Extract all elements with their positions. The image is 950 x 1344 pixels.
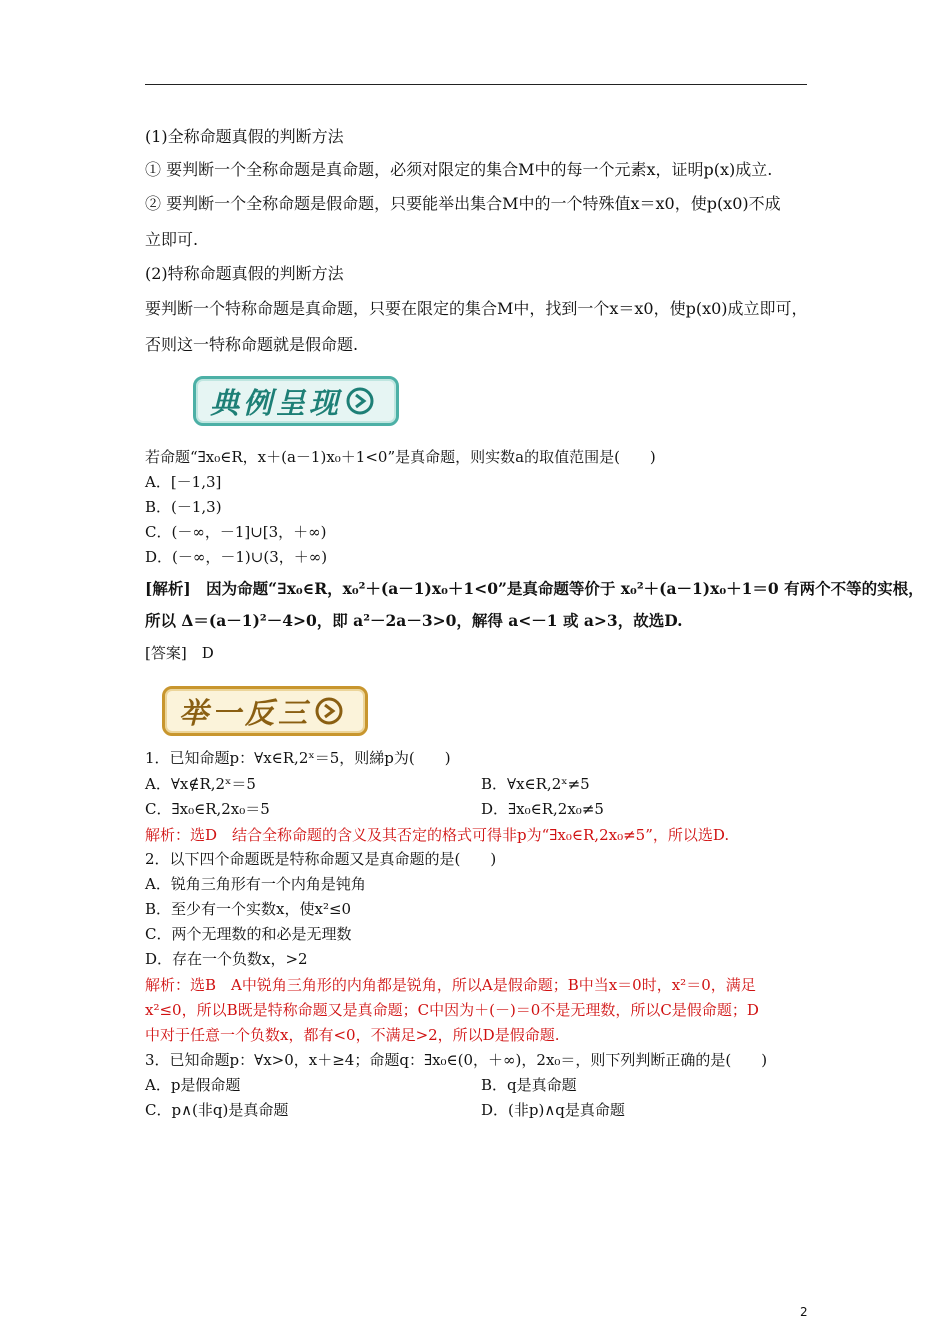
example-option-c: C．(－∞，－1]∪[3，＋∞): [145, 523, 327, 541]
q2-solution-2: x²≤0，所以B既是特称命题又是真命题；C中因为＋(－)＝0不是无理数，所以C是假命题；D: [145, 1001, 759, 1019]
example-analysis-2: 所以 Δ＝(a－1)²－4>0，即 a²－2a－3>0，解得 a<－1 或 a>3，故选D.: [145, 611, 683, 630]
q2-option-c: C．两个无理数的和必是无理数: [145, 925, 352, 943]
method-paragraph-1: ① 要判断一个全称命题是真命题，必须对限定的集合M中的每一个元素x，证明p(x)成立.: [145, 160, 773, 179]
practice-banner-title: 举一反三: [179, 695, 312, 730]
q2-option-d: D．存在一个负数x，>2: [145, 950, 308, 968]
example-option-d: D．(－∞，－1)∪(3，＋∞): [145, 548, 328, 566]
example-banner-title: 典例呈现: [210, 385, 343, 420]
q1-option-a: A．∀x∉R,2ˣ＝5: [145, 775, 256, 793]
example-answer: [答案] D: [145, 644, 214, 662]
example-analysis-1: [解析] 因为命题“∃x₀∈R，x₀²＋(a－1)x₀＋1<0”是真命题等价于 x₀²＋(a－1)x₀＋1＝0 有两个不等的实根，: [145, 579, 924, 598]
example-banner: [193, 376, 399, 426]
q2-option-a: A．锐角三角形有一个内角是钝角: [145, 875, 366, 893]
method-heading-2: (2)特称命题真假的判断方法: [145, 264, 344, 283]
method-paragraph-3b: 否则这一特称命题就是假命题.: [145, 335, 359, 354]
example-option-b: B．(－1,3): [145, 498, 222, 516]
arrow-circle-icon: [346, 387, 374, 415]
q2-solution-3: 中对于任意一个负数x，都有<0，不满足>2，所以D是假命题.: [145, 1026, 560, 1044]
q3-option-b: B．q是真命题: [481, 1076, 577, 1094]
example-option-a: A．[－1,3]: [145, 473, 222, 491]
q1-option-d: D．∃x₀∈R,2x₀≠5: [481, 800, 604, 818]
q2-option-b: B．至少有一个实数x，使x²≤0: [145, 900, 352, 918]
q2-solution-1: 解析：选B A中锐角三角形的内角都是锐角，所以A是假命题；B中当x＝0时，x²＝0，满足: [145, 976, 756, 994]
q1-solution: 解析：选D 结合全称命题的含义及其否定的格式可得非p为“∃x₀∈R,2x₀≠5”，所以选D.: [145, 826, 730, 844]
example-stem: 若命题“∃x₀∈R，x＋(a－1)x₀＋1<0”是真命题，则实数a的取值范围是( ): [145, 448, 656, 466]
q3-stem: 3．已知命题p：∀x>0，x＋≥4；命题q：∃x₀∈(0，＋∞)，2x₀＝，则下列判断正确的是( ): [145, 1051, 768, 1069]
q3-option-a: A．p是假命题: [145, 1076, 241, 1094]
header-rule: [145, 84, 807, 85]
method-heading-1: (1)全称命题真假的判断方法: [145, 127, 344, 146]
q1-option-b: B．∀x∈R,2ˣ≠5: [481, 775, 590, 793]
q1-stem: 1．已知命题p：∀x∈R,2ˣ＝5，则綈p为( ): [145, 749, 451, 767]
practice-banner: [162, 686, 368, 736]
page-number: 2: [800, 1305, 808, 1319]
method-paragraph-2b: 立即可.: [145, 230, 199, 249]
q3-option-c: C．p∧(非q)是真命题: [145, 1101, 289, 1119]
method-paragraph-3a: 要判断一个特称命题是真命题，只要在限定的集合M中，找到一个x＝x0，使p(x0)成立即可，: [145, 299, 808, 318]
q1-option-c: C．∃x₀∈R,2x₀＝5: [145, 800, 270, 818]
q2-stem: 2．以下四个命题既是特称命题又是真命题的是( ): [145, 850, 497, 868]
arrow-circle-icon: [315, 697, 343, 725]
method-paragraph-2a: ② 要判断一个全称命题是假命题，只要能举出集合M中的一个特殊值x＝x0，使p(x0)不成: [145, 194, 781, 213]
q3-option-d: D．(非p)∧q是真命题: [481, 1101, 625, 1119]
